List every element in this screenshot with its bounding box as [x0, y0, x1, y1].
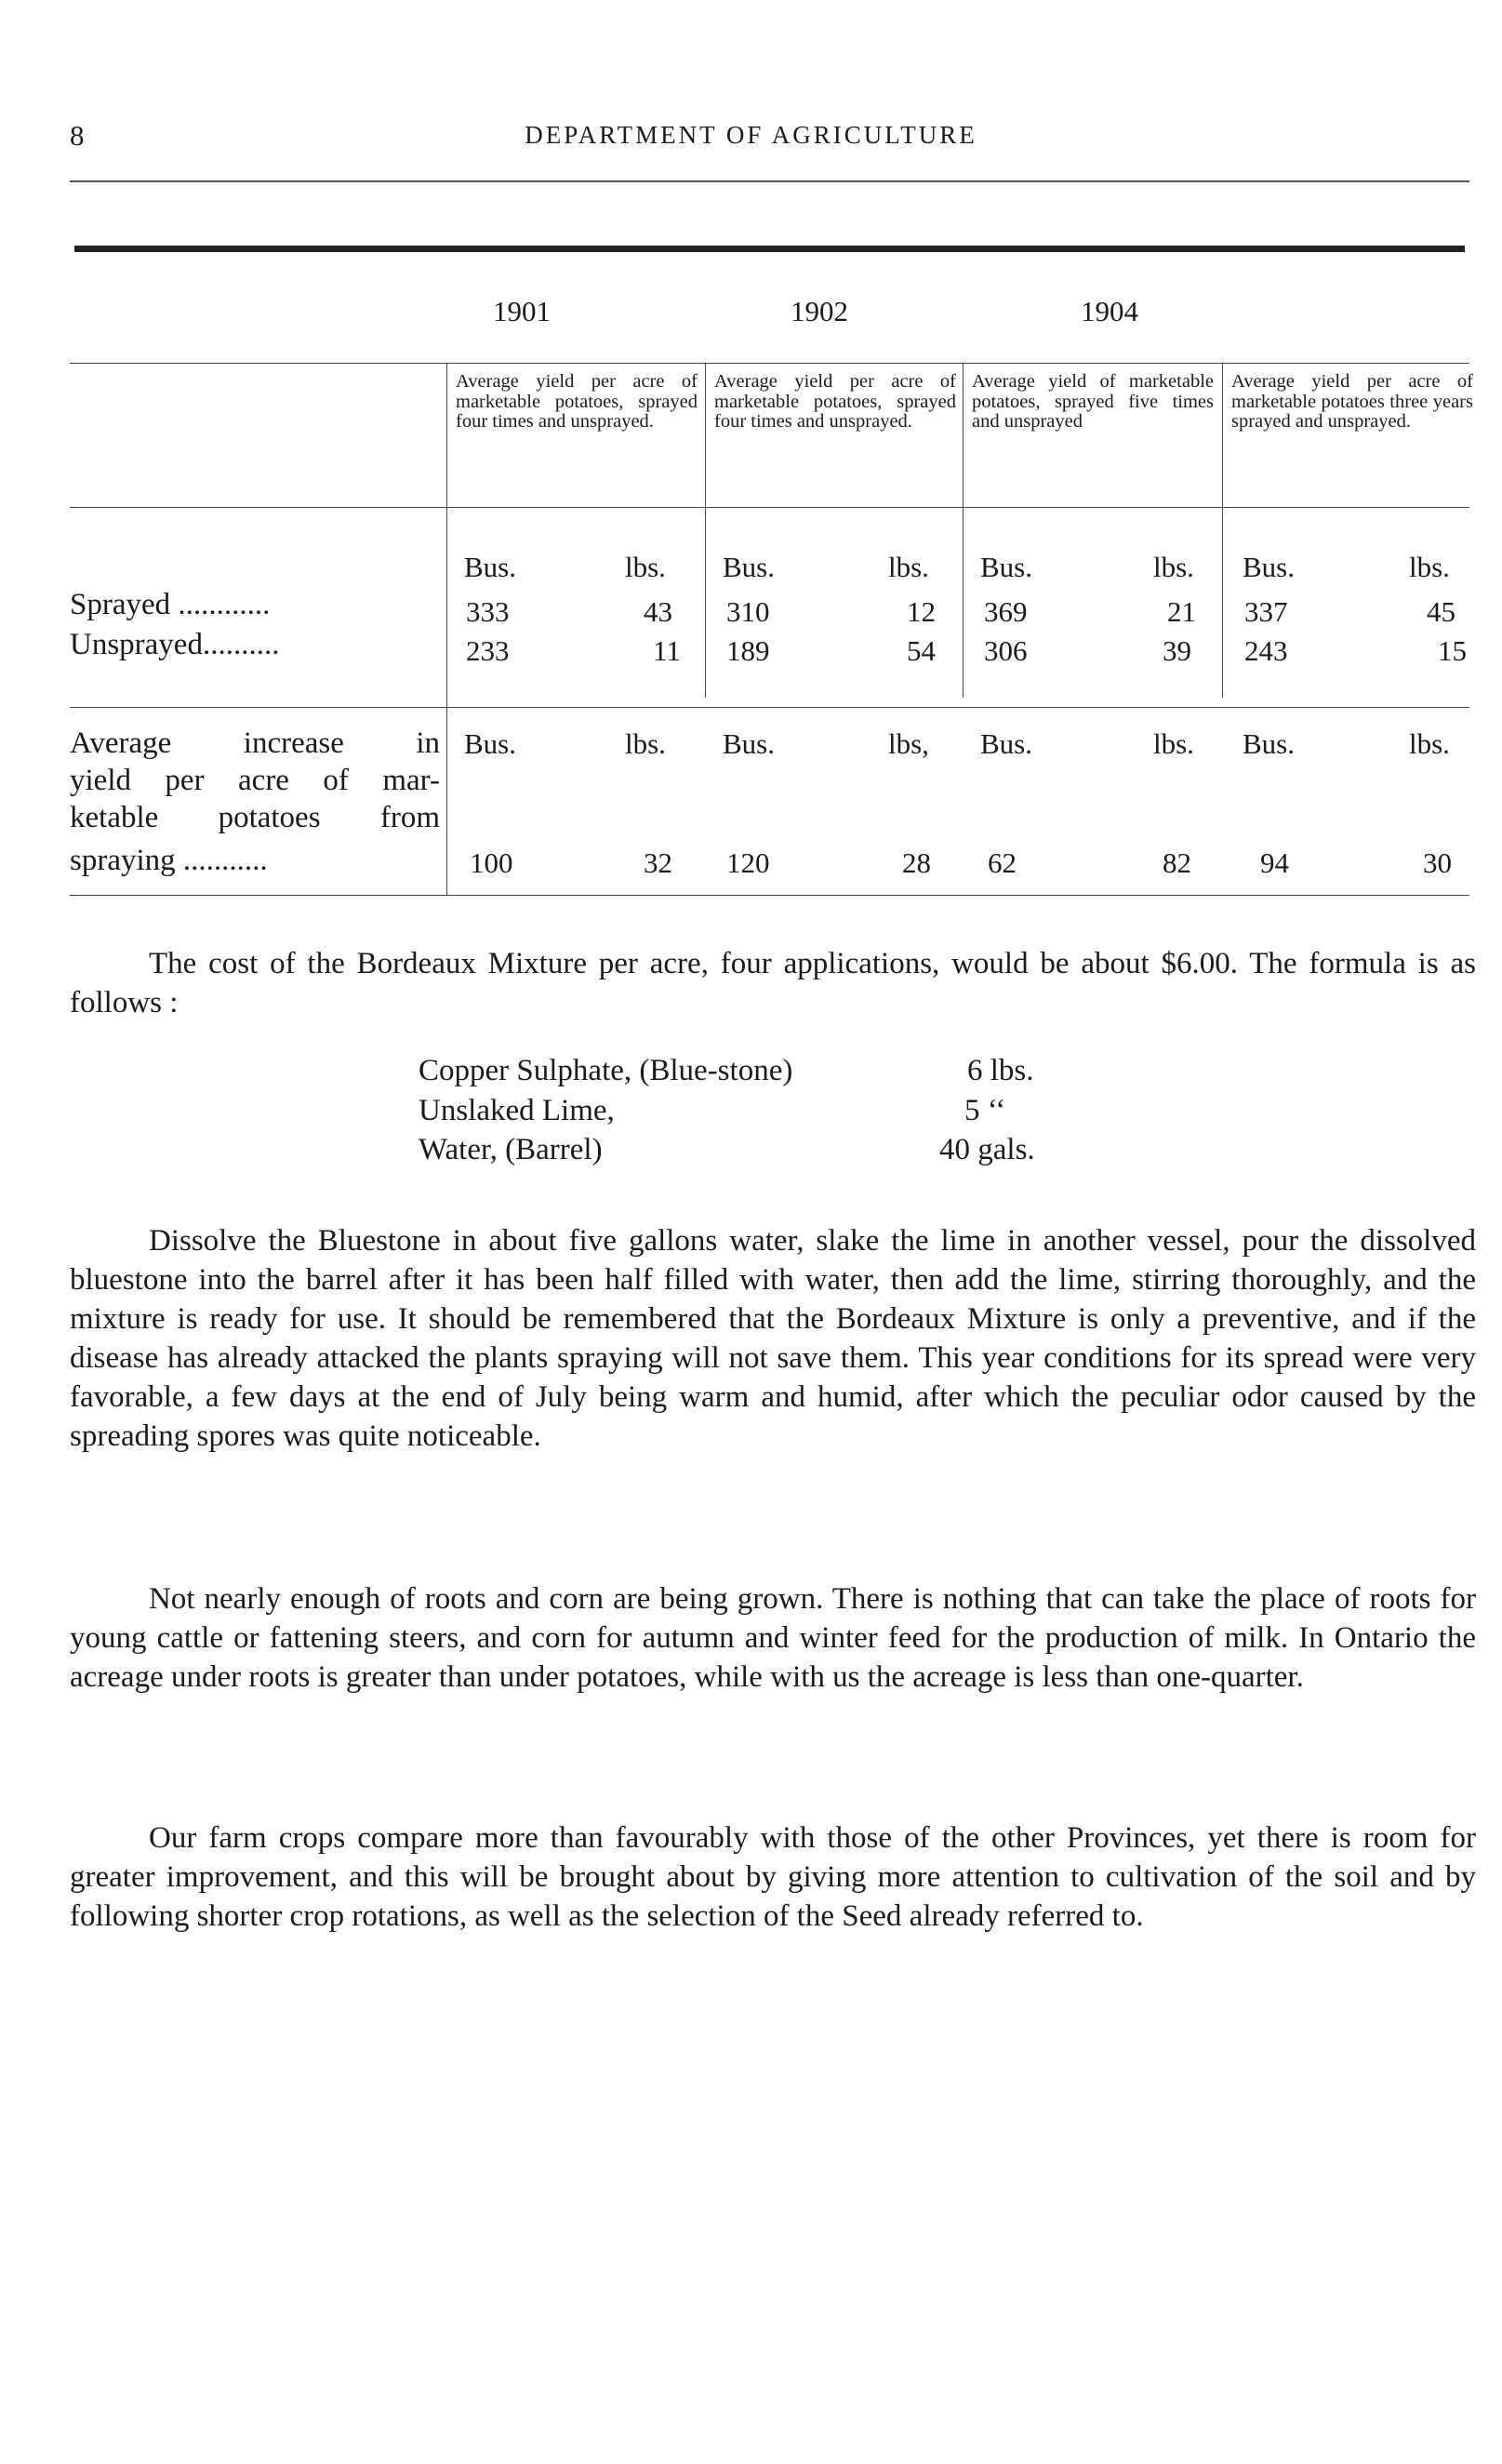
value-cell: 100	[470, 846, 513, 879]
value-cell: 310	[726, 595, 770, 628]
value-cell: 369	[984, 595, 1028, 628]
unit-bus: Bus.	[1243, 727, 1295, 760]
table-col-rule-3	[963, 363, 964, 698]
formula-amount: 5 ‘‘	[964, 1094, 1006, 1127]
increase-label-line: yield per acre of mar-	[70, 764, 440, 797]
formula-ingredient: Water, (Barrel)	[419, 1133, 603, 1166]
value-cell: 15	[1438, 634, 1467, 667]
value-cell: 11	[653, 634, 681, 667]
table-col-rule-2	[705, 363, 706, 698]
row-label-unsprayed: Unsprayed..........	[70, 628, 280, 661]
value-cell: 54	[907, 634, 936, 667]
table-col-rule-1	[446, 363, 447, 895]
increase-label-line: ketable potatoes from	[70, 801, 440, 834]
value-cell: 120	[726, 846, 770, 879]
year-1902: 1902	[791, 295, 848, 327]
unit-bus: Bus.	[980, 551, 1032, 583]
column-header-1904: Average yield of marketable potatoes, sprayed five times and unsprayed	[972, 371, 1214, 432]
page-number: 8	[70, 119, 85, 152]
value-cell: 94	[1260, 846, 1289, 879]
year-1904: 1904	[1081, 295, 1138, 327]
increase-label-line: spraying ...........	[70, 844, 268, 877]
increase-label-line: Average increase in	[70, 726, 440, 760]
table-top-bar	[74, 246, 1465, 252]
paragraph-farm-crops: Our farm crops compare more than favourably with those of the other Provinces, yet there is room for greater improvement, and this will be brought about by giving more attention to cultivation of the soil and by following shorter crop rotations, as well as the selection of the Seed already referred to.	[70, 1821, 1476, 1933]
formula-ingredient: Unslaked Lime,	[419, 1094, 615, 1127]
formula-ingredient: Copper Sulphate, (Blue-stone)	[419, 1054, 793, 1087]
row-label-sprayed: Sprayed ............	[70, 588, 271, 621]
value-cell: 82	[1163, 846, 1191, 879]
value-cell: 28	[902, 846, 931, 879]
table-rule-bottom	[70, 895, 1469, 896]
table-rule-header-bottom	[70, 507, 1469, 508]
unit-lbs: lbs.	[1153, 727, 1194, 760]
unit-bus: Bus.	[980, 727, 1032, 760]
unit-bus: Bus.	[1243, 551, 1295, 583]
unit-lbs: lbs.	[625, 727, 666, 760]
header-rule	[70, 180, 1469, 182]
unit-bus: Bus.	[723, 727, 775, 760]
unit-bus: Bus.	[464, 727, 516, 760]
value-cell: 45	[1427, 595, 1455, 628]
value-cell: 30	[1423, 846, 1452, 879]
table-rule-top	[70, 363, 1469, 364]
formula-amount: 40 gals.	[939, 1133, 1035, 1166]
column-header-1902: Average yield per acre of marketable potatoes, sprayed four times and unsprayed.	[714, 371, 956, 432]
unit-bus: Bus.	[464, 551, 516, 583]
year-1901: 1901	[493, 295, 551, 327]
value-cell: 32	[644, 846, 672, 879]
column-header-1901: Average yield per acre of marketable potatoes, sprayed four times and unsprayed.	[456, 371, 698, 432]
paragraph-cost: The cost of the Bordeaux Mixture per acre, four applications, would be about $6.00. The formula is as follows :	[70, 947, 1476, 1019]
unit-lbs: lbs.	[888, 551, 929, 583]
unit-bus: Bus.	[723, 551, 775, 583]
value-cell: 333	[466, 595, 510, 628]
value-cell: 306	[984, 634, 1028, 667]
value-cell: 21	[1167, 595, 1196, 628]
running-head: DEPARTMENT OF AGRICULTURE	[525, 121, 977, 149]
value-cell: 189	[726, 634, 770, 667]
unit-lbs: lbs.	[1409, 551, 1450, 583]
unit-lbs: lbs,	[888, 727, 929, 760]
paragraph-dissolve: Dissolve the Bluestone in about five gallons water, slake the lime in another vessel, pour the dissolved bluestone into the barrel after it has been half filled with water, then add the lime, stirring thoroughly, and the mixture is ready for use. It should be remembered that the Bordeaux Mixture is only a preventive, and if the disease has already attacked the plants spraying will not save them. This year conditions for its spread were very favorable, a few days at the end of July being warm and humid, after which the peculiar odor caused by the spreading spores was quite noticeable.	[70, 1224, 1476, 1453]
value-cell: 39	[1163, 634, 1191, 667]
value-cell: 43	[644, 595, 672, 628]
formula-amount: 6 lbs.	[967, 1054, 1034, 1087]
column-header-three-years: Average yield per acre of marketable potatoes three years sprayed and unsprayed.	[1231, 371, 1473, 432]
unit-lbs: lbs.	[1409, 727, 1450, 760]
unit-lbs: lbs.	[625, 551, 666, 583]
table-rule-middle	[70, 707, 1469, 708]
value-cell: 233	[466, 634, 510, 667]
value-cell: 243	[1244, 634, 1288, 667]
unit-lbs: lbs.	[1153, 551, 1194, 583]
value-cell: 62	[988, 846, 1017, 879]
paragraph-roots: Not nearly enough of roots and corn are being grown. There is nothing that can take the place of roots for young cattle or fattening steers, and corn for autumn and winter feed for the production of milk. In Ontario the acreage under roots is greater than under potatoes, while with us the acreage is less than one-quarter.	[70, 1582, 1476, 1694]
value-cell: 337	[1244, 595, 1288, 628]
value-cell: 12	[907, 595, 936, 628]
table-col-rule-4	[1222, 363, 1223, 698]
